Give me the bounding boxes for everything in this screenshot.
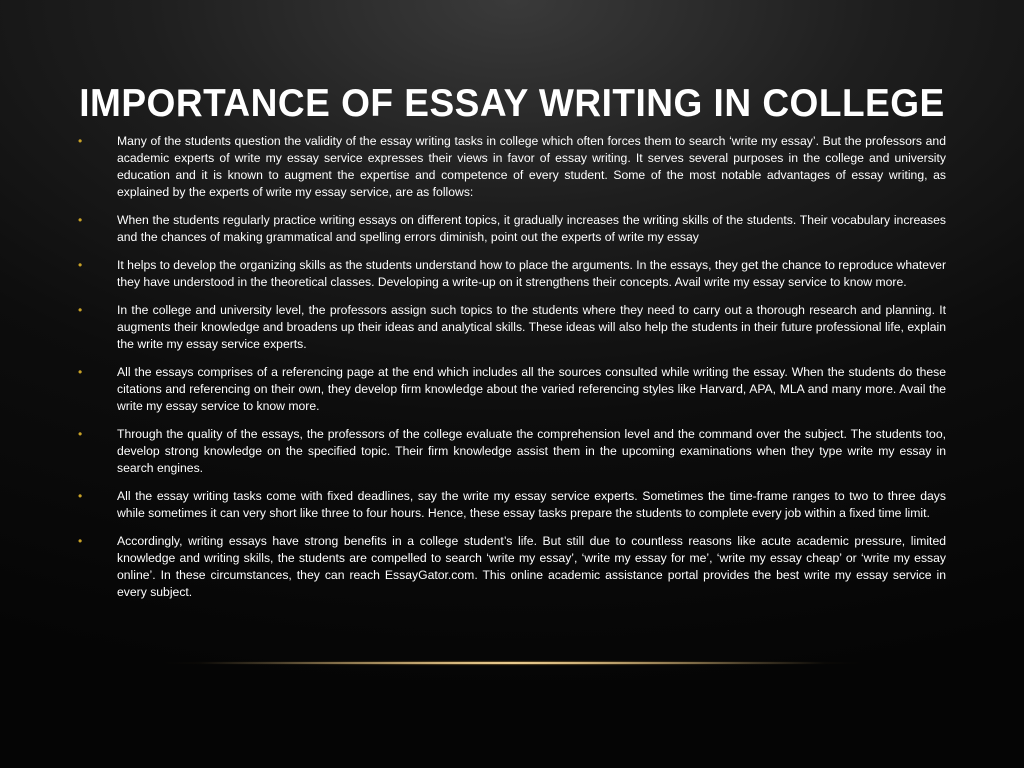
bullet-item — [78, 133, 946, 201]
slide-title: IMPORTANCE OF ESSAY WRITING IN COLLEGE — [79, 82, 945, 126]
bullet-text: It helps to develop the organizing skills as the students understand how to place the arguments. In the essays, they get the chance to reproduce whatever they have understood in the theoretical classes. Developing a write-up on it strengthens their concepts. Avail write my essay service to know more. — [117, 258, 946, 289]
bullet-item — [78, 533, 946, 601]
gold-divider-line — [200, 662, 824, 664]
bullet-text: All the essays comprises of a referencing page at the end which includes all the sources consulted while writing the essay. When the students do these citations and referencing on their own, they develop firm knowledge about the varied referencing styles like Harvard, APA, MLA and many more. Avail the write my essay service to know more. — [117, 365, 946, 413]
bullet-item — [78, 364, 946, 415]
bullet-item — [78, 257, 946, 291]
bullet-item — [78, 426, 946, 477]
bullet-dot-icon: • — [78, 258, 83, 272]
bullet-dot-icon: • — [78, 365, 83, 379]
bullet-item — [78, 302, 946, 353]
bullet-dot-icon: • — [78, 489, 83, 503]
bullet-text: Through the quality of the essays, the professors of the college evaluate the comprehension level and the command over the subject. The students too, develop strong knowledge on the specified topic. Their firm knowledge assist them in the upcoming examinations when they type write my essay in search engines. — [117, 427, 946, 475]
bullet-dot-icon: • — [78, 213, 83, 227]
bullet-text: Many of the students question the validity of the essay writing tasks in college which often forces them to search ‘write my essay’. But the professors and academic experts of write my essay service expresses their views in favor of essay writing. It serves several purposes in the college and university education and it is known to augment the expertise and competence of every student. Some of the most notable advantages of essay writing, as explained by the experts of write my essay service, are as follows: — [117, 134, 946, 199]
bullet-item — [78, 212, 946, 246]
bullet-dot-icon: • — [78, 534, 83, 548]
bullet-dot-icon: • — [78, 134, 83, 148]
bullet-text: When the students regularly practice writing essays on different topics, it gradually increases the writing skills of the students. Their vocabulary increases and the chances of making grammatical and spelling errors diminish, point out the experts of write my essay — [117, 213, 946, 244]
bullet-text: In the college and university level, the professors assign such topics to the students where they need to carry out a thorough research and planning. It augments their knowledge and broadens up their ideas and analytical skills. These ideas will also help the students in their future professional life, explain the write my essay service experts. — [117, 303, 946, 351]
bullet-list — [78, 133, 946, 612]
bullet-text: Accordingly, writing essays have strong benefits in a college student’s life. But still due to countless reasons like acute academic pressure, limited knowledge and writing skills, the students are compelled to search ‘write my essay’, ‘write my essay for me’, ‘write my essay cheap’ or ‘write my essay online’. In these circumstances, they can reach EssayGator.com. This online academic assistance portal provides the best write my essay service in every subject. — [117, 534, 946, 599]
bullet-item — [78, 488, 946, 522]
bullet-dot-icon: • — [78, 303, 83, 317]
bullet-dot-icon: • — [78, 427, 83, 441]
bullet-text: All the essay writing tasks come with fixed deadlines, say the write my essay service experts. Sometimes the time-frame ranges to two to three days while sometimes it can very short like three to four hours. Hence, these essay tasks prepare the students to complete every job within a fixed time limit. — [117, 489, 946, 520]
